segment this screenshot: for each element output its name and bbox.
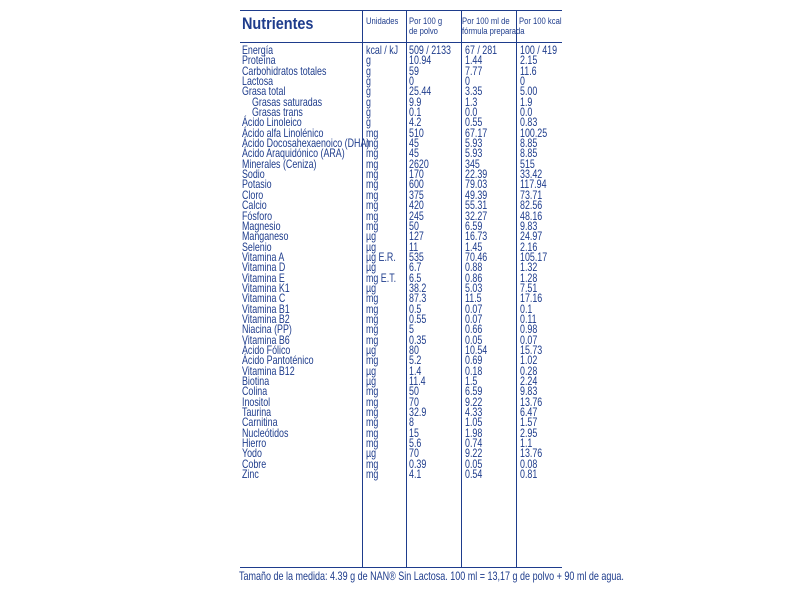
nutrient-name: Colina [242,384,268,399]
nutrient-unit: kcal / kJ [366,43,399,57]
value-per-100g: 10.94 [409,53,432,68]
nutrient-unit: g [366,105,371,120]
value-per-100kcal: 0.28 [520,363,538,378]
nutrient-unit: g [366,74,371,89]
nutrient-unit: g [366,53,371,68]
table-row [240,436,562,451]
value-per-100kcal: 48.16 [520,208,543,223]
value-per-100g: 0.35 [409,332,427,347]
value-per-100ml: 7.77 [465,63,483,78]
nutrient-unit: mg [366,322,379,337]
value-per-100ml: 4.33 [465,405,483,420]
value-per-100kcal: 82.56 [520,198,543,213]
value-per-100ml: 0.05 [465,456,483,471]
table-row [240,229,562,244]
value-per-100g: 6.7 [409,260,422,275]
value-per-100kcal: 515 [520,156,535,171]
value-per-100kcal: 1.1 [520,436,533,451]
nutrient-unit: mg [366,177,379,192]
nutrient-unit: µg [366,374,377,388]
value-per-100ml: 0.18 [465,363,483,378]
value-per-100g: 45 [409,146,419,161]
value-per-100g: 535 [409,249,424,264]
value-per-100ml: 6.59 [465,384,483,399]
table-top-rule [240,10,562,11]
nutrient-name: Biotina [242,374,270,388]
nutrient-unit: mg [366,208,379,223]
nutrient-unit: mg [366,311,379,326]
nutrient-unit: mg [366,301,379,316]
value-per-100kcal: 0.11 [520,311,537,326]
nutrient-name: Niacina (PP) [242,322,292,337]
value-per-100ml: 9.22 [465,446,483,461]
value-per-100kcal: 0.83 [520,115,538,130]
value-per-100g: 4.1 [409,467,422,482]
nutrient-name: Vitamina B1 [242,301,290,316]
table-row [240,249,562,264]
value-per-100kcal: 11.6 [520,63,537,78]
value-per-100kcal: 105.17 [520,249,548,264]
header-bottom-rule [240,42,562,43]
value-per-100ml: 67 / 281 [465,43,498,57]
value-per-100kcal: 117.94 [520,177,547,192]
per-100ml-column-header [462,16,525,36]
value-per-100ml: 0.88 [465,260,483,275]
value-per-100ml: 5.93 [465,136,483,151]
value-per-100kcal: 1.02 [520,353,538,368]
value-per-100ml: 0.66 [465,322,483,337]
table-row [240,63,562,78]
value-per-100kcal: 8.85 [520,136,538,151]
value-per-100g: 38.2 [409,280,427,295]
per-100ml-header-line1: Por 100 ml de [462,16,510,26]
nutrient-name: Vitamina K1 [242,280,290,295]
nutrient-name: Selenio [242,239,272,254]
value-per-100kcal: 0.1 [520,301,533,316]
value-per-100kcal: 5.00 [520,84,538,99]
nutrient-name: Vitamina D [242,260,286,275]
value-per-100g: 25.44 [409,84,432,99]
value-per-100ml: 345 [465,156,480,171]
value-per-100g: 50 [409,218,419,233]
nutrient-name: Vitamina B6 [242,332,290,347]
table-bottom-rule [240,567,562,568]
table-row [240,239,562,254]
nutrient-name: Calcio [242,198,267,213]
value-per-100ml: 1.98 [465,425,483,440]
value-per-100ml: 16.73 [465,229,488,244]
value-per-100ml: 55.31 [465,198,488,213]
value-per-100kcal: 1.9 [520,94,533,109]
value-per-100g: 32.9 [409,405,427,420]
value-per-100g: 45 [409,136,419,151]
nutrient-name: Ácido Linoleico [242,115,302,130]
value-per-100kcal: 9.83 [520,218,538,233]
value-per-100g: 87.3 [409,291,427,306]
value-per-100ml: 49.39 [465,187,488,202]
value-per-100ml: 79.03 [465,177,488,192]
value-per-100kcal: 0.98 [520,322,538,337]
value-per-100kcal: 2.16 [520,239,538,254]
nutrient-unit: µg [366,363,377,378]
nutrient-name: Vitamina B12 [242,363,295,378]
nutrient-name: Vitamina E [242,270,285,285]
nutrient-unit: mg [366,156,379,171]
value-per-100ml: 9.22 [465,394,483,409]
nutrient-name: Inositol [242,394,271,409]
value-per-100ml: 0.0 [465,105,478,120]
nutrient-unit: mg [366,425,379,440]
table-row [240,394,562,409]
nutrient-name: Vitamina B2 [242,311,290,326]
value-per-100ml: 1.05 [465,415,483,430]
nutrient-name: Ácido Araquidónico (ARA) [242,146,345,161]
table-row [240,405,562,420]
value-per-100g: 420 [409,198,424,213]
value-per-100ml: 0.07 [465,301,483,316]
serving-footnote: Tamaño de la medida: 4.39 g de NAN® Sin Lactosa. 100 ml = 13,17 g de polvo + 90 ml de agua. [239,569,624,583]
nutrient-unit: mg [366,467,379,482]
nutrient-name: Hierro [242,436,267,451]
nutrient-name: Ácido Fólico [242,342,291,357]
table-row [240,198,562,213]
value-per-100ml: 32.27 [465,208,488,223]
per-100g-header-line1: Por 100 g [409,16,443,26]
value-per-100ml: 0.54 [465,467,483,482]
nutrient-name: Sodio [242,167,265,182]
nutrient-name: Carnitina [242,415,278,430]
value-per-100g: 6.5 [409,270,422,285]
nutrient-unit: µg [366,342,377,357]
per-100kcal-header-label: Por 100 kcal [519,16,562,26]
value-per-100g: 80 [409,342,419,357]
nutrient-unit: mg [366,291,379,306]
nutrient-unit: mg [366,394,379,409]
value-per-100g: 59 [409,63,419,78]
table-row [240,363,562,378]
table-body [240,43,562,482]
value-per-100kcal: 24.97 [520,229,543,244]
table-row [240,208,562,223]
value-per-100kcal: 100.25 [520,125,548,140]
value-per-100g: 509 / 2133 [409,43,451,57]
nutrient-unit: mg [366,353,379,368]
nutrient-name: Potasio [242,177,272,192]
value-per-100kcal: 9.83 [520,384,538,399]
value-per-100kcal: 8.85 [520,146,538,161]
value-per-100kcal: 0.07 [520,332,538,347]
units-column-header [366,16,398,26]
nutrient-unit: mg [366,167,379,182]
per-100g-column-header [409,16,442,36]
value-per-100g: 5.2 [409,353,422,368]
nutrient-name: Taurina [242,405,272,420]
value-per-100g: 0.55 [409,311,427,326]
nutrient-name: Vitamina A [242,249,285,264]
table-row [240,456,562,471]
value-per-100g: 0.39 [409,456,427,471]
value-per-100kcal: 13.76 [520,394,543,409]
nutrient-name: Minerales (Ceniza) [242,156,317,171]
nutrient-unit: mg [366,218,379,233]
value-per-100kcal: 33.42 [520,167,543,182]
nutrient-unit: g [366,94,371,109]
nutrient-unit: mg [366,146,379,161]
value-per-100ml: 1.5 [465,374,478,388]
table-row [240,74,562,89]
nutrient-name: Manganeso [242,229,289,244]
value-per-100kcal: 6.47 [520,405,538,420]
value-per-100g: 0.1 [409,105,422,120]
value-per-100kcal: 13.76 [520,446,543,461]
table-row [240,177,562,192]
value-per-100kcal: 2.95 [520,425,538,440]
value-per-100kcal: 73.71 [520,187,543,202]
nutrient-name: Energía [242,43,274,57]
value-per-100ml: 70.46 [465,249,488,264]
nutrient-name: Fósforo [242,208,273,223]
nutrient-name: Cloro [242,187,264,202]
table-row [240,446,562,461]
table-row [240,156,562,171]
value-per-100g: 5.6 [409,436,422,451]
nutrient-unit: mg [366,136,379,151]
nutrient-unit: g [366,115,371,130]
table-row [240,187,562,202]
value-per-100kcal: 0.81 [520,467,538,482]
nutrient-unit: mg [366,436,379,451]
value-per-100ml: 0.55 [465,115,483,130]
nutrient-unit: mg [366,187,379,202]
value-per-100g: 50 [409,384,419,399]
table-row [240,384,562,399]
nutrient-unit: µg E.R. [366,249,396,264]
nutrient-name: Magnesio [242,218,281,233]
value-per-100ml: 0.74 [465,436,483,451]
value-per-100g: 0 [409,74,414,89]
value-per-100ml: 6.59 [465,218,483,233]
value-per-100ml: 0 [465,74,470,89]
per-100ml-header-line2: fórmula preparada [462,26,525,36]
nutrient-unit: µg [366,229,377,244]
value-per-100g: 510 [409,125,424,140]
nutrient-name: Ácido Docosahexaenoico (DHA) [242,136,370,151]
table-row [240,280,562,295]
nutrient-unit: mg E.T. [366,270,397,285]
value-per-100g: 8 [409,415,414,430]
nutrient-unit: mg [366,384,379,399]
nutrient-unit: µg [366,280,377,295]
value-per-100kcal: 1.28 [520,270,538,285]
value-per-100ml: 0.69 [465,353,483,368]
units-header-label: Unidades [366,16,399,26]
value-per-100g: 170 [409,167,424,182]
value-per-100kcal: 0.0 [520,105,533,120]
nutrient-unit: µg [366,239,377,254]
value-per-100g: 5 [409,322,414,337]
value-per-100g: 70 [409,394,419,409]
value-per-100ml: 0.07 [465,311,483,326]
table-row [240,467,562,482]
nutrient-name: Ácido Pantoténico [242,353,314,368]
nutrient-unit: mg [366,198,379,213]
value-per-100kcal: 1.57 [520,415,538,430]
nutrient-unit: µg [366,446,377,461]
nutrient-unit: µg [366,260,377,275]
value-per-100g: 0.5 [409,301,422,316]
value-per-100ml: 5.03 [465,280,483,295]
value-per-100g: 11.4 [409,374,426,388]
value-per-100kcal: 15.73 [520,342,543,357]
nutrient-unit: mg [366,415,379,430]
value-per-100kcal: 0 [520,74,525,89]
value-per-100kcal: 7.51 [520,280,538,295]
nutrient-name: Vitamina C [242,291,286,306]
nutrient-name: Nucleótidos [242,425,289,440]
value-per-100g: 2620 [409,156,429,171]
nutrient-name: Carbohidratos totales [242,63,327,78]
value-per-100kcal: 2.24 [520,374,538,388]
table-row [240,260,562,275]
nutrient-unit: mg [366,405,379,420]
value-per-100g: 15 [409,425,419,440]
table-title: Nutrientes [242,14,314,33]
value-per-100ml: 10.54 [465,342,488,357]
value-per-100kcal: 100 / 419 [520,43,558,57]
nutrient-unit: g [366,84,371,99]
table-row [240,45,562,55]
value-per-100ml: 67.17 [465,125,488,140]
value-per-100g: 9.9 [409,94,422,109]
table-row [240,167,562,182]
value-per-100ml: 3.35 [465,84,483,99]
nutrient-name: Grasas trans [252,105,303,120]
value-per-100kcal: 2.15 [520,53,538,68]
value-per-100kcal: 0.08 [520,456,538,471]
nutrient-name: Cobre [242,456,267,471]
nutrient-name: Yodo [242,446,262,461]
per-100kcal-column-header [519,16,562,26]
nutrition-table [240,10,562,585]
nutrient-name: Ácido alfa Linolénico [242,125,324,140]
value-per-100g: 127 [409,229,424,244]
value-per-100g: 375 [409,187,424,202]
nutrient-name: Lactosa [242,74,274,89]
value-per-100kcal: 1.32 [520,260,538,275]
nutrient-unit: mg [366,332,379,347]
nutrient-unit: mg [366,125,379,140]
table-row [240,376,562,386]
value-per-100ml: 1.44 [465,53,483,68]
value-per-100ml: 0.86 [465,270,483,285]
value-per-100kcal: 17.16 [520,291,543,306]
nutrient-unit: mg [366,456,379,471]
value-per-100ml: 1.3 [465,94,478,109]
value-per-100g: 11 [409,239,419,254]
value-per-100g: 245 [409,208,424,223]
nutrient-name: Grasas saturadas [252,94,323,109]
table-row [240,425,562,440]
per-100g-header-line2: de polvo [409,26,438,36]
nutrient-name: Zinc [242,467,259,482]
nutrient-unit: g [366,63,371,78]
value-per-100g: 4.2 [409,115,422,130]
value-per-100ml: 1.45 [465,239,483,254]
nutrient-name: Grasa total [242,84,286,99]
value-per-100g: 70 [409,446,419,461]
value-per-100ml: 11.5 [465,291,482,306]
value-per-100g: 1.4 [409,363,422,378]
nutrient-name: Proteína [242,53,276,68]
value-per-100ml: 22.39 [465,167,488,182]
value-per-100ml: 0.05 [465,332,483,347]
value-per-100ml: 5.93 [465,146,483,161]
value-per-100g: 600 [409,177,424,192]
